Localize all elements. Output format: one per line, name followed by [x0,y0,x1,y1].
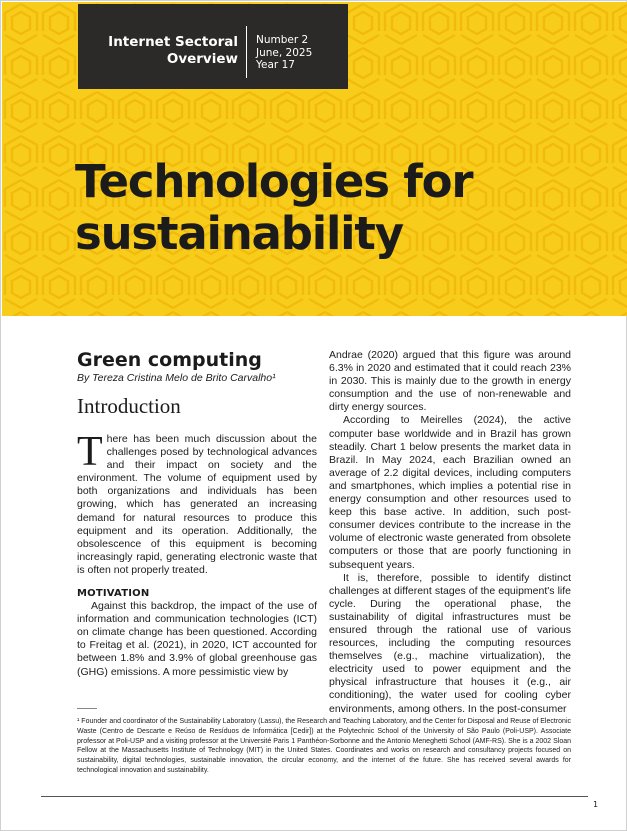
motivation-heading: MOTIVATION [77,588,150,600]
byline: By Tereza Cristina Melo de Brito Carvalho¹ [77,372,276,384]
left-column [77,349,317,679]
motivation-paragraph: Against this backdrop, the impact of the use of information and communication technologies (ICT) on climate change has been questioned. According to Freitag et al. (2021), in 2020, ICT accounted for between 1.8% and 3.9% of global greenhouse gas (GHG) emissions. A more pessimistic view by [77,600,317,678]
right-paragraph-2: According to Meirelles (2024), the active computer base worldwide and in Brazil has grown steadily. Chart 1 below presents the market data in Brazil. In May 2024, each Brazilian owned an average of 2.2 digital devices, including computers and smartphones, which implies a potential rise in energy consumption and other resources used to keep this base active. In addition, such post-consumer devices contribute to the increase in the volume of electronic waste generated from obsolete computers or those that are poorly functioning in subsequent years. [329,414,571,571]
issue-meta [256,34,312,72]
footnote-rule [77,708,97,709]
section-title: Green computing [77,349,262,371]
page-title-line-2: sustainability [75,207,403,260]
issue-date: June, 2025 [256,46,313,59]
publication-tag-box [78,4,348,89]
series-title-line-1: Internet Sectoral [108,34,238,50]
drop-cap: T [77,429,103,475]
series-title [108,34,238,68]
page-title [75,156,472,260]
tag-divider [246,26,247,78]
issue-year: Year 17 [256,59,295,71]
hero-banner [2,2,627,316]
right-paragraph-1: Andrae (2020) argued that this figure was around 6.3% in 2020 and estimated that it could reach 23% in 2030. This is mainly due to the growth in energy consumption and the use of non-renewable and dirty energy sources. [329,349,571,414]
right-column [329,349,571,716]
page-title-line-1: Technologies for [75,155,473,208]
intro-paragraph [77,429,317,577]
series-title-line-2: Overview [166,51,238,67]
footnote: ¹ Founder and coordinator of the Sustainability Laboratory (Lassu), the Research and Teaching Laboratory, and the Center for Disposal and Reuse of Electronic Waste (Centro de Descarte e Reúso de Resíduos de Informática [Cedir]) at the Polytechnic School of the University of São Paulo (Poli-USP). Associate professor at Poli-USP and a visiting professor at the Université Paris 1 Panthéon-Sorbonne and the Antonio Meneghetti School (AMF-RS). She is a 2002 Sloan Fellow at the Massachusetts Institute of Technology (MIT) in the United States. Coordinates and works on research and consultancy projects focused on sustainability, digital technologies, sustainable innovation, the circular economy, and the internet of the future. She has received several awards for technological innovation and sustainability. [77,718,571,774]
bottom-rule [41,796,588,797]
intro-heading: Introduction [77,394,181,418]
page-number: 1 [593,800,599,809]
intro-paragraph-text: here has been much discussion about the challenges posed by technological advances and their impact on society and the environment. The volume of equipment used by both organizations and individuals has been growing, which has generated an increasing demand for natural resources to produce this equipment and its operation. Additionally, the obsolescence of this equipment is becoming increasingly rapid, generating electronic waste that is often not properly treated. [77,433,317,576]
issue-number: Number 2 [256,34,309,46]
right-paragraph-3: It is, therefore, possible to identify distinct challenges at different stages of the equipment's life cycle. During the operational phase, the sustainability of digital infrastructures must be ensured through the rational use of various resources, including the computing resources themselves (e.g., machine virtualization), the electricity used to power equipment and the physical infrastructure that houses it (e.g., air conditioning), the water used for cooling cyber environments, among others. In the post-consumer [329,571,571,715]
